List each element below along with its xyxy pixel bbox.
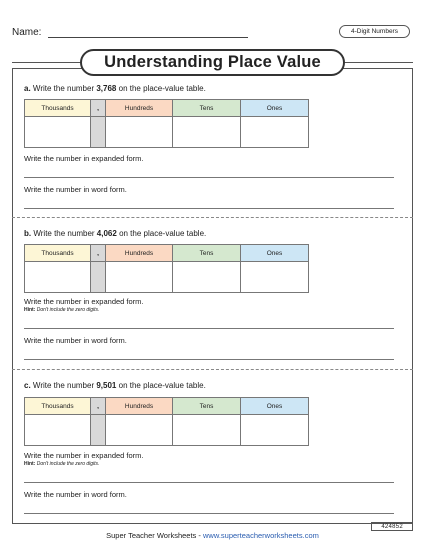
header-hundreds: Hundreds bbox=[106, 100, 173, 117]
expanded-form-prompt: Write the number in expanded form. bbox=[24, 154, 144, 163]
header-ones: Ones bbox=[241, 245, 309, 262]
expanded-answer-line[interactable] bbox=[24, 177, 394, 178]
expanded-answer-line[interactable] bbox=[24, 482, 394, 483]
word-answer-line[interactable] bbox=[24, 208, 394, 209]
question-c-heading: c. Write the number 9,501 on the place-value table. bbox=[24, 381, 206, 390]
expanded-form-prompt: Write the number in expanded form. bbox=[24, 451, 144, 460]
question-letter: c. bbox=[24, 381, 31, 390]
header-thousands: Thousands bbox=[25, 245, 91, 262]
cell-thousands[interactable] bbox=[25, 117, 91, 148]
hint-text: Hint: Don't include the zero digits. bbox=[24, 461, 100, 467]
footer bbox=[0, 531, 425, 540]
word-form-prompt: Write the number in word form. bbox=[24, 490, 127, 499]
header-comma: , bbox=[91, 100, 106, 117]
topic-badge: 4-Digit Numbers bbox=[339, 25, 410, 38]
question-letter: b. bbox=[24, 229, 32, 238]
cell-thousands[interactable] bbox=[25, 415, 91, 446]
expanded-form-prompt: Write the number in expanded form. bbox=[24, 297, 144, 306]
footer-brand: Super Teacher Worksheets - bbox=[106, 531, 203, 540]
section-divider bbox=[12, 369, 413, 370]
header-hundreds: Hundreds bbox=[106, 245, 173, 262]
header-comma: , bbox=[91, 245, 106, 262]
header-tens: Tens bbox=[173, 398, 241, 415]
name-label: Name: bbox=[12, 27, 42, 38]
section-divider bbox=[12, 217, 413, 218]
cell-ones[interactable] bbox=[241, 415, 309, 446]
word-form-prompt: Write the number in word form. bbox=[24, 185, 127, 194]
question-a-heading: a. Write the number 3,768 on the place-value table. bbox=[24, 84, 206, 93]
header-tens: Tens bbox=[173, 100, 241, 117]
cell-tens[interactable] bbox=[173, 415, 241, 446]
page-title: Understanding Place Value bbox=[80, 49, 345, 76]
cell-tens[interactable] bbox=[173, 117, 241, 148]
cell-comma bbox=[91, 262, 106, 293]
question-number: 4,062 bbox=[96, 229, 117, 238]
word-form-prompt: Write the number in word form. bbox=[24, 336, 127, 345]
cell-comma bbox=[91, 117, 106, 148]
cell-hundreds[interactable] bbox=[106, 262, 173, 293]
cell-hundreds[interactable] bbox=[106, 117, 173, 148]
place-value-table-a bbox=[24, 99, 309, 148]
worksheet-code: 424852 bbox=[371, 522, 413, 531]
header-comma: , bbox=[91, 398, 106, 415]
question-number: 3,768 bbox=[96, 84, 117, 93]
question-letter: a. bbox=[24, 84, 31, 93]
header-ones: Ones bbox=[241, 100, 309, 117]
header-hundreds: Hundreds bbox=[106, 398, 173, 415]
question-b-heading: b. Write the number 4,062 on the place-value table. bbox=[24, 229, 207, 238]
header-ones: Ones bbox=[241, 398, 309, 415]
header-tens: Tens bbox=[173, 245, 241, 262]
word-answer-line[interactable] bbox=[24, 359, 394, 360]
place-value-table-b bbox=[24, 244, 309, 293]
expanded-answer-line[interactable] bbox=[24, 328, 394, 329]
cell-ones[interactable] bbox=[241, 262, 309, 293]
cell-hundreds[interactable] bbox=[106, 415, 173, 446]
word-answer-line[interactable] bbox=[24, 513, 394, 514]
question-number: 9,501 bbox=[96, 381, 117, 390]
cell-ones[interactable] bbox=[241, 117, 309, 148]
cell-thousands[interactable] bbox=[25, 262, 91, 293]
cell-tens[interactable] bbox=[173, 262, 241, 293]
place-value-table-c bbox=[24, 397, 309, 446]
hint-text: Hint: Don't include the zero digits. bbox=[24, 307, 100, 313]
header-thousands: Thousands bbox=[25, 100, 91, 117]
cell-comma bbox=[91, 415, 106, 446]
header-thousands: Thousands bbox=[25, 398, 91, 415]
footer-link[interactable]: www.superteacherworksheets.com bbox=[202, 531, 319, 540]
name-field[interactable] bbox=[48, 37, 248, 38]
